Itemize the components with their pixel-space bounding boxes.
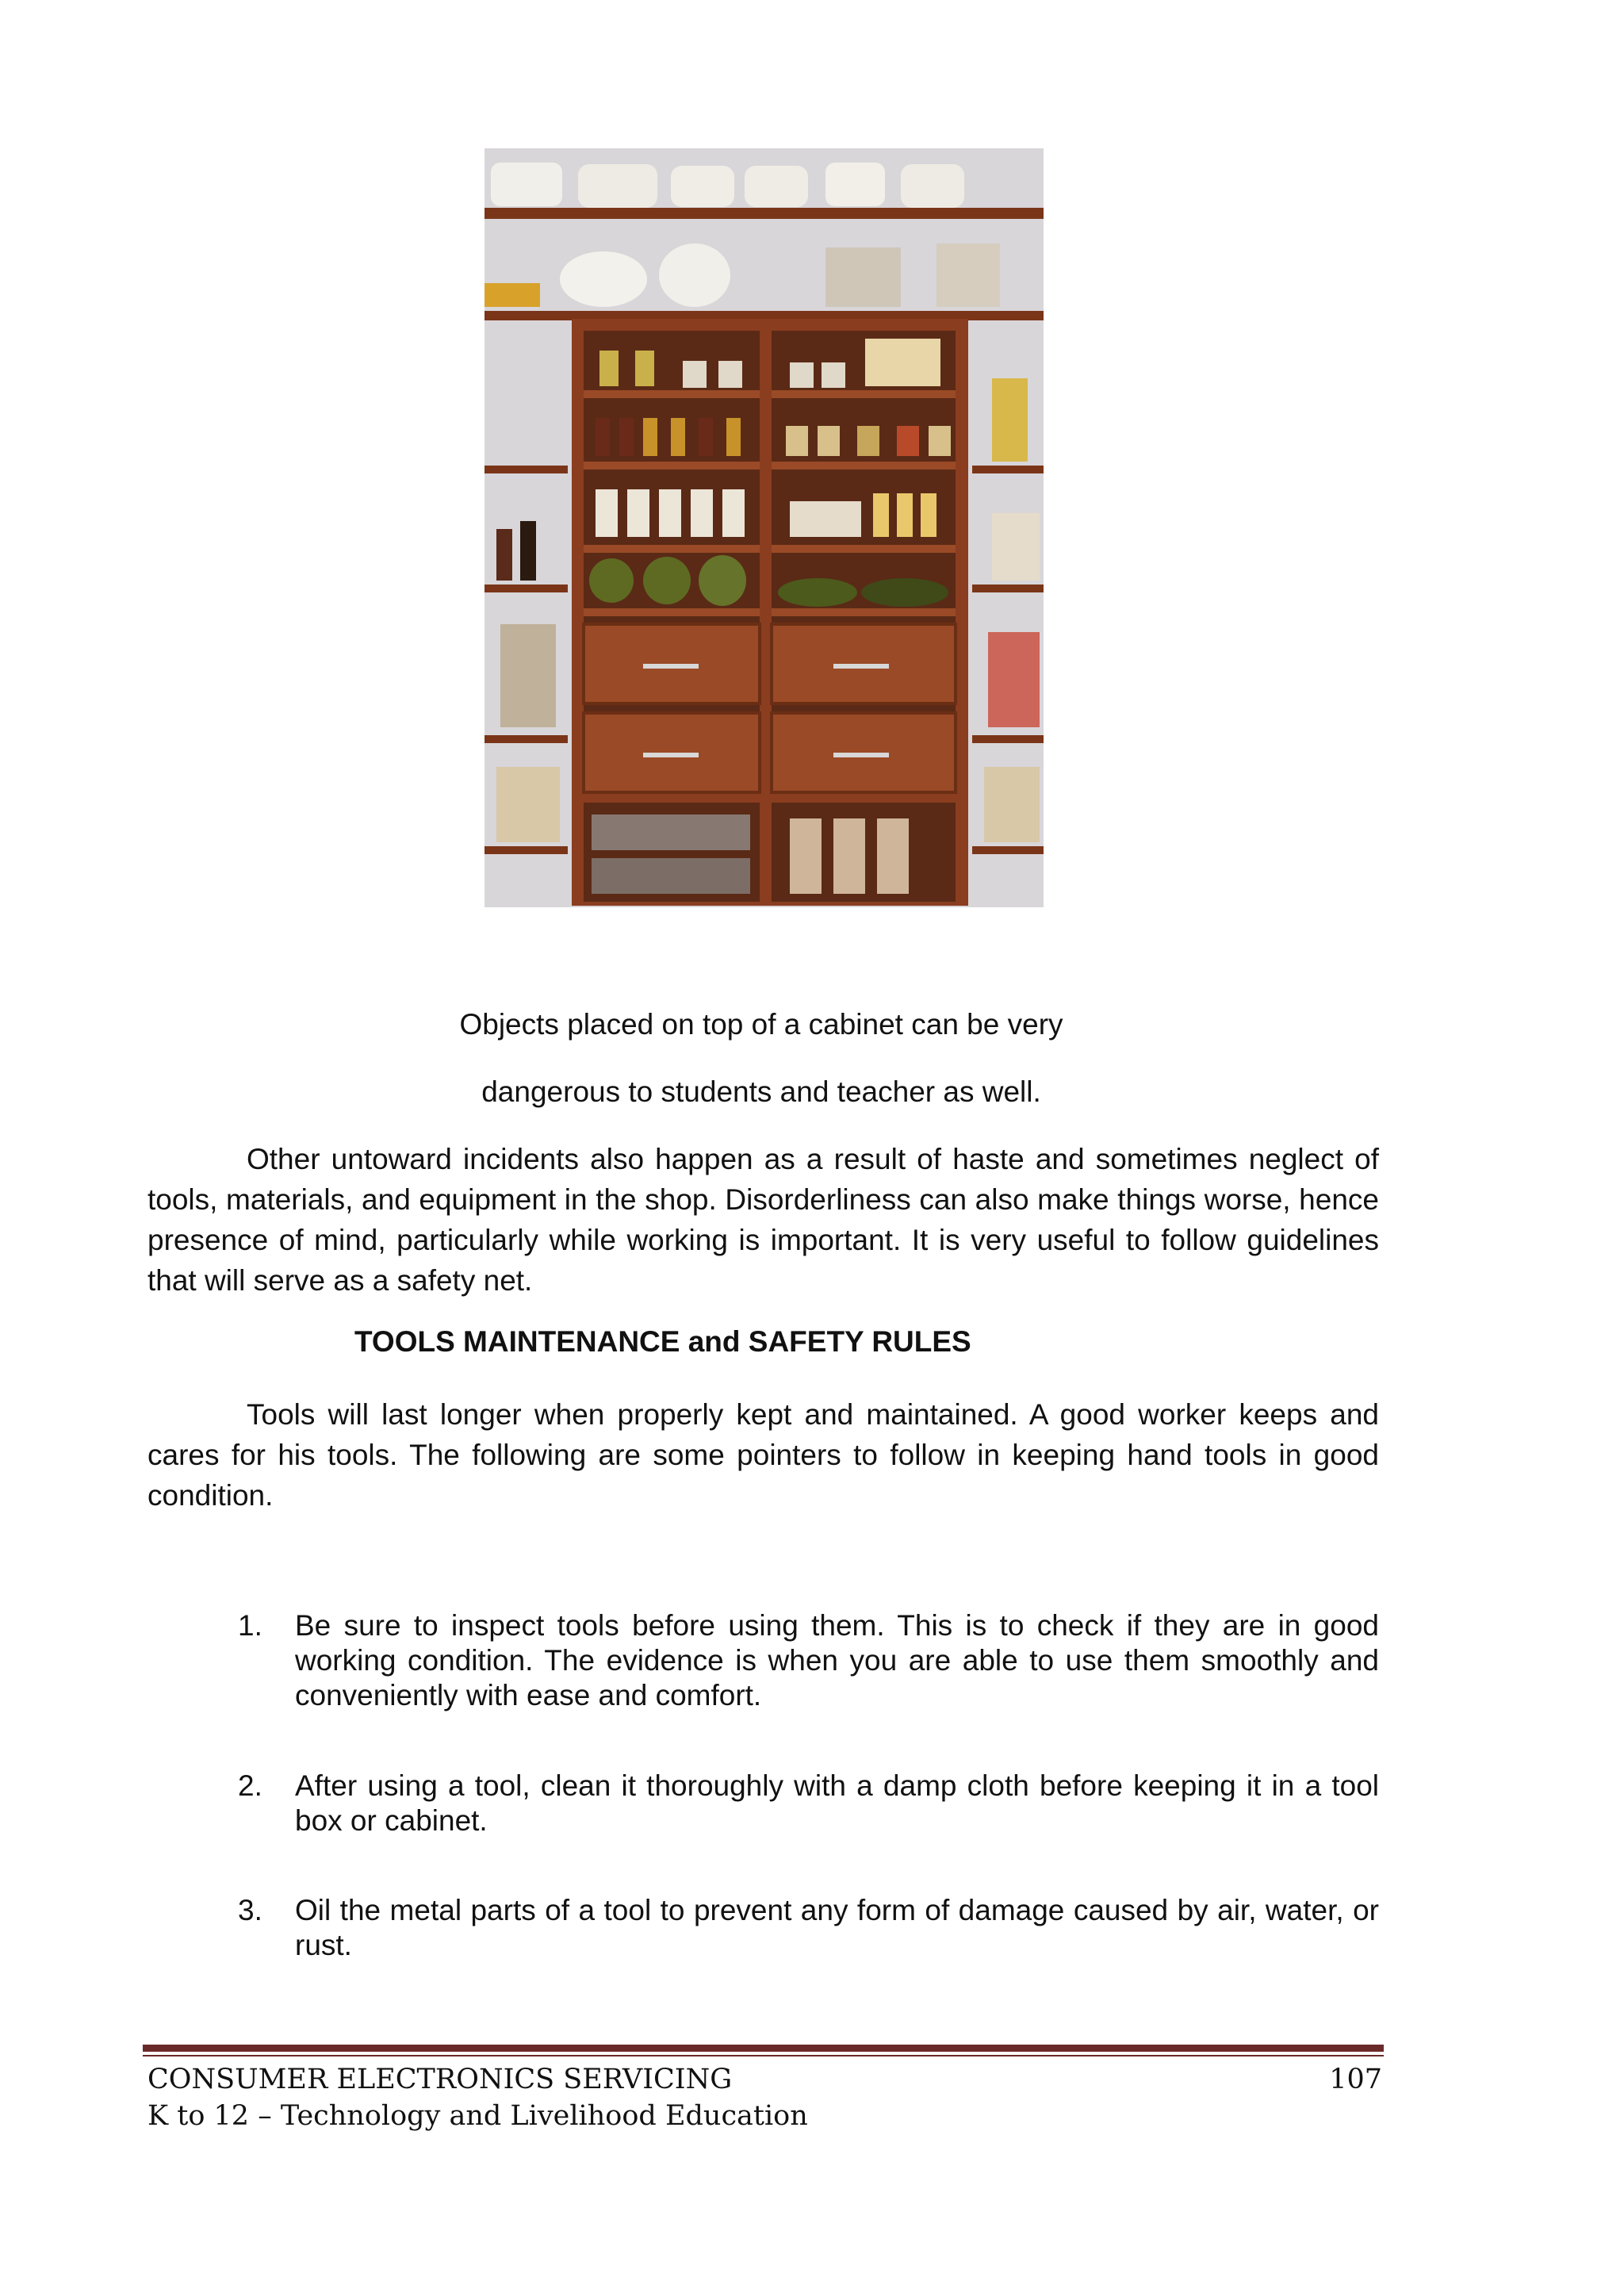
footer-title: CONSUMER ELECTRONICS SERVICING bbox=[147, 2064, 733, 2095]
pantry-cabinet-photo bbox=[485, 148, 1044, 907]
body-paragraph-1: Other untoward incidents also happen as a result of haste and sometimes neglect of tools, materials, and equipment in the shop. Disorderliness can also make things worse, hence presence of mind, particularly while working is important. It is very useful to follow guidelines that will serve as a safety net. bbox=[147, 1143, 1379, 1297]
list-item bbox=[238, 1769, 1379, 1838]
list-item bbox=[238, 1893, 1379, 1963]
list-item-text: Be sure to inspect tools before using them. This is to check if they are in good working condition. The evidence is when you are able to use them smoothly and conveniently with ease and comfort. bbox=[295, 1609, 1379, 1711]
list-item-number: 1. bbox=[238, 1609, 262, 1642]
body-paragraph-2: Tools will last longer when properly kept and maintained. A good worker keeps and cares for his tools. The following are some pointers to follow in keeping hand tools in good condition. bbox=[147, 1398, 1379, 1512]
list-item bbox=[238, 1608, 1379, 1713]
section-heading: TOOLS MAINTENANCE and SAFETY RULES bbox=[354, 1325, 971, 1358]
list-item-text: After using a tool, clean it thoroughly with a damp cloth before keeping it in a tool box or cabinet. bbox=[295, 1769, 1379, 1837]
list-item-number: 2. bbox=[238, 1769, 262, 1802]
list-item-number: 3. bbox=[238, 1894, 262, 1926]
footer-rule bbox=[143, 2045, 1384, 2052]
list-item-text: Oil the metal parts of a tool to prevent any form of damage caused by air, water, or rust. bbox=[295, 1894, 1379, 1961]
footer-rule-thin bbox=[143, 2055, 1384, 2056]
figure-caption-line-1: Objects placed on top of a cabinet can be very bbox=[459, 1008, 1063, 1041]
page-number: 107 bbox=[1329, 2064, 1382, 2095]
figure-caption-line-2: dangerous to students and teacher as well. bbox=[481, 1075, 1041, 1108]
footer-subtitle: K to 12 – Technology and Livelihood Education bbox=[147, 2100, 808, 2132]
